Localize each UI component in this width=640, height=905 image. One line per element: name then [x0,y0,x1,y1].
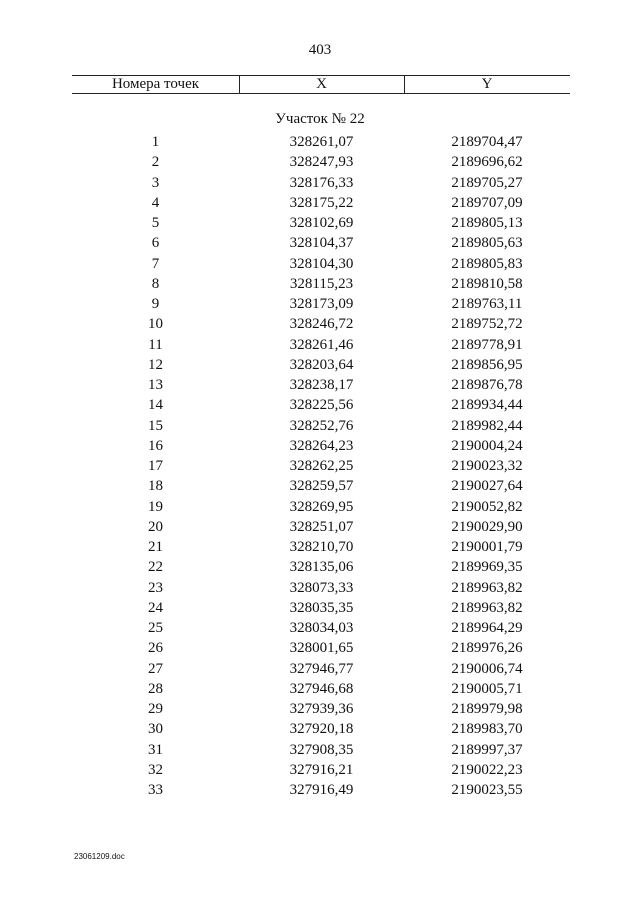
y-coordinate-cell: 2189805,13 [451,215,523,231]
y-coordinate-cell: 2189963,82 [451,579,523,596]
header-y: Y [481,76,493,92]
y-coordinate-cell: 2189876,78 [451,377,523,393]
x-coordinate-cell: 328252,76 [289,417,354,434]
x-coordinate-cell: 328261,07 [289,134,354,150]
x-coordinate-cell: 328176,33 [289,174,354,191]
point-number-cell: 22 [148,559,163,576]
y-coordinate-cell: 2189969,35 [451,559,523,576]
x-coordinate-cell: 328035,35 [289,599,354,616]
point-number-cell: 23 [148,579,163,596]
table-row [72,152,570,172]
point-number-cell: 18 [148,478,163,495]
table-row [72,476,570,496]
point-number-cell: 19 [148,498,163,515]
x-coordinate-cell: 328269,95 [289,498,354,515]
table-row [72,557,570,577]
y-coordinate-cell: 2189805,63 [451,235,523,252]
table-row [72,719,570,739]
y-coordinate-cell: 2189704,47 [451,134,523,150]
y-coordinate-cell: 2189696,62 [451,154,523,171]
table-row [72,416,570,436]
x-coordinate-cell: 328225,56 [289,397,354,414]
table-row [72,294,570,314]
table-row [72,780,570,800]
y-coordinate-cell: 2190027,64 [451,478,523,495]
point-number-cell: 6 [151,235,160,252]
table-row [72,274,570,294]
table-row [72,314,570,334]
point-number-cell: 2 [151,154,160,171]
table-row [72,598,570,618]
y-coordinate-cell: 2189934,44 [451,397,523,414]
point-number-cell: 10 [148,316,163,333]
table-row [72,537,570,557]
point-number-cell: 25 [148,620,163,636]
x-coordinate-cell: 328259,57 [289,478,354,495]
y-coordinate-cell: 2189752,72 [451,316,523,333]
x-coordinate-cell: 328173,09 [289,296,354,312]
point-number-cell: 11 [148,336,163,353]
x-coordinate-cell: 328203,64 [289,356,354,373]
table-header [72,76,570,93]
x-coordinate-cell: 328210,70 [289,539,354,555]
point-number-cell: 27 [148,660,163,677]
table-row [72,193,570,213]
table-row [72,679,570,699]
table-row [72,395,570,415]
point-number-cell: 24 [148,599,163,616]
x-coordinate-cell: 328247,93 [289,154,354,171]
table-row [72,335,570,355]
header-x: X [316,76,327,92]
y-coordinate-cell: 2189856,95 [451,356,523,373]
y-coordinate-cell: 2189976,26 [451,640,523,657]
x-coordinate-cell: 328034,03 [289,620,354,636]
y-coordinate-cell: 2190023,32 [451,458,523,474]
table-row [72,173,570,193]
header-point-number: Номера точек [111,76,200,92]
x-coordinate-cell: 328135,06 [289,559,354,576]
point-number-cell: 9 [151,296,160,312]
point-number-cell: 17 [148,458,163,474]
y-coordinate-cell: 2189763,11 [451,296,523,312]
table-row [72,740,570,760]
x-coordinate-cell: 327908,35 [289,741,354,758]
point-number-cell: 12 [148,356,163,373]
y-coordinate-cell: 2189705,27 [451,174,523,191]
x-coordinate-cell: 328104,37 [289,235,354,252]
point-number-cell: 3 [151,174,160,191]
point-number-cell: 30 [148,721,163,738]
x-coordinate-cell: 328238,17 [289,377,354,393]
table-row [72,618,570,638]
table-row [72,132,570,152]
y-coordinate-cell: 2189963,82 [451,599,523,616]
y-coordinate-cell: 2189778,91 [451,336,523,353]
section-title: Участок № 22 [275,111,365,127]
y-coordinate-cell: 2190023,55 [451,782,523,798]
x-coordinate-cell: 328102,69 [289,215,354,231]
table-body [72,132,570,800]
table-header-rule [72,93,570,94]
point-number-cell: 4 [151,194,160,211]
y-coordinate-cell: 2189982,44 [451,417,523,434]
x-coordinate-cell: 328073,33 [289,579,354,596]
x-coordinate-cell: 327916,49 [289,782,354,798]
y-coordinate-cell: 2190005,71 [451,680,523,697]
table-row [72,213,570,233]
point-number-cell: 20 [148,518,163,535]
table-row [72,578,570,598]
x-coordinate-cell: 328001,65 [289,640,354,657]
x-coordinate-cell: 327939,36 [289,701,354,717]
y-coordinate-cell: 2190029,90 [451,518,523,535]
point-number-cell: 15 [148,417,163,434]
table-row [72,375,570,395]
table-row [72,456,570,476]
point-number-cell: 28 [148,680,163,697]
point-number-cell: 32 [148,761,163,778]
point-number-cell: 29 [148,701,163,717]
table-row [72,436,570,456]
table-row [72,497,570,517]
x-coordinate-cell: 327916,21 [289,761,354,778]
table-row [72,254,570,274]
point-number-cell: 14 [148,397,163,414]
y-coordinate-cell: 2189964,29 [451,620,523,636]
x-coordinate-cell: 327946,77 [289,660,354,677]
x-coordinate-cell: 328175,22 [289,194,354,211]
table-row [72,355,570,375]
y-coordinate-cell: 2189707,09 [451,194,523,211]
y-coordinate-cell: 2189810,58 [451,275,523,292]
table-row [72,699,570,719]
y-coordinate-cell: 2189805,83 [451,255,523,272]
document-filename: 23061209.doc [74,852,125,861]
page-number: 403 [308,42,332,58]
x-coordinate-cell: 327946,68 [289,680,354,697]
point-number-cell: 13 [148,377,163,393]
point-number-cell: 21 [148,539,163,555]
point-number-cell: 8 [151,275,160,292]
x-coordinate-cell: 328246,72 [289,316,354,333]
table-row [72,638,570,658]
x-coordinate-cell: 328264,23 [289,437,354,454]
point-number-cell: 7 [151,255,160,272]
point-number-cell: 31 [148,741,163,758]
table-row [72,659,570,679]
y-coordinate-cell: 2189983,70 [451,721,523,738]
table-row [72,517,570,537]
y-coordinate-cell: 2190022,23 [451,761,523,778]
y-coordinate-cell: 2189997,37 [451,741,523,758]
x-coordinate-cell: 328115,23 [289,275,354,292]
table-row [72,233,570,253]
x-coordinate-cell: 327920,18 [289,721,354,738]
y-coordinate-cell: 2190052,82 [451,498,523,515]
y-coordinate-cell: 2190006,74 [451,660,523,677]
table-row [72,760,570,780]
x-coordinate-cell: 328261,46 [289,336,354,353]
point-number-cell: 5 [151,215,160,231]
point-number-cell: 1 [151,134,160,150]
point-number-cell: 26 [148,640,163,657]
x-coordinate-cell: 328251,07 [289,518,354,535]
y-coordinate-cell: 2189979,98 [451,701,523,717]
point-number-cell: 16 [148,437,163,454]
x-coordinate-cell: 328104,30 [289,255,354,272]
point-number-cell: 33 [148,782,163,798]
y-coordinate-cell: 2190004,24 [451,437,523,454]
x-coordinate-cell: 328262,25 [289,458,354,474]
y-coordinate-cell: 2190001,79 [451,539,523,555]
